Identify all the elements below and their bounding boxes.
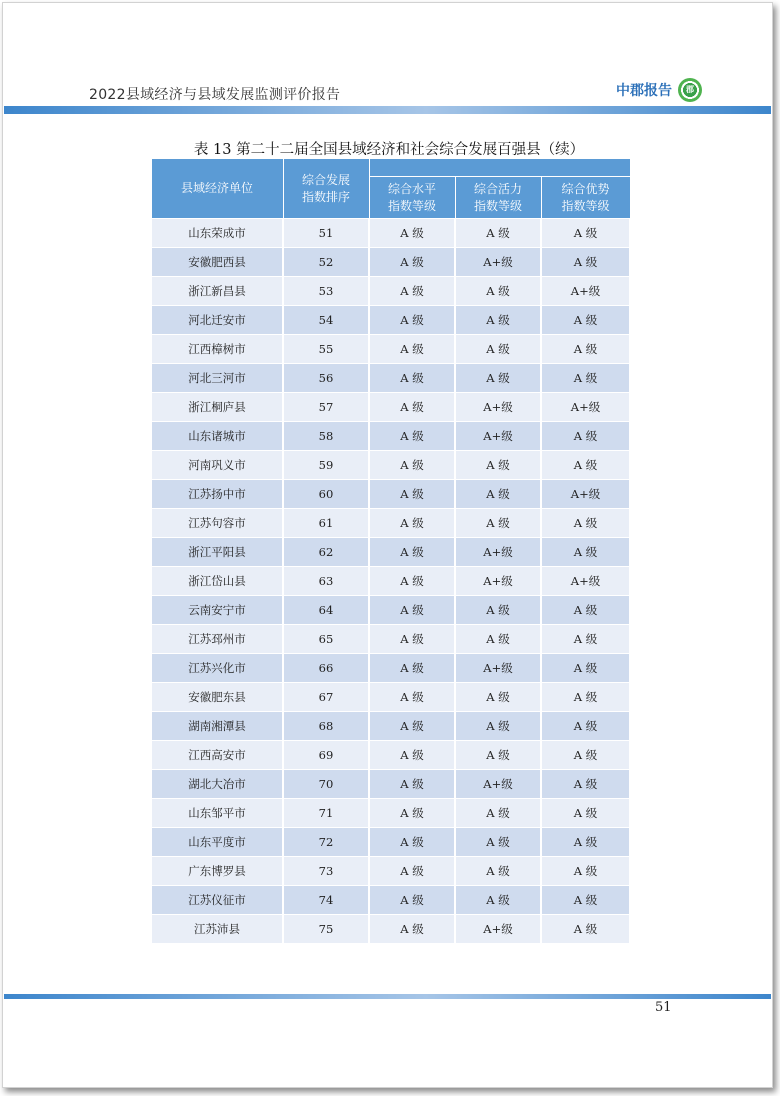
cell-county: 江苏兴化市 [151, 654, 283, 683]
cell-county: 湖北大冶市 [151, 770, 283, 799]
cell-county: 湖南湘潭县 [151, 712, 283, 741]
cell-county: 江西高安市 [151, 741, 283, 770]
cell-rank: 71 [283, 799, 369, 828]
cell-rank: 73 [283, 857, 369, 886]
cell-level: A 级 [369, 799, 455, 828]
cell-advantage: A 级 [541, 422, 630, 451]
table-row [151, 248, 630, 277]
cell-advantage: A+级 [541, 480, 630, 509]
table-row [151, 335, 630, 364]
cell-level: A 级 [369, 828, 455, 857]
table-row [151, 915, 630, 944]
cell-advantage: A 级 [541, 712, 630, 741]
cell-county: 江苏邳州市 [151, 625, 283, 654]
cell-vitality: A 级 [455, 886, 541, 915]
cell-level: A 级 [369, 306, 455, 335]
cell-county: 河北三河市 [151, 364, 283, 393]
brand-name: 中郡报告 [616, 83, 672, 99]
header-advantage-line1: 综合优势 [561, 181, 610, 196]
cell-level: A 级 [369, 422, 455, 451]
table-row [151, 480, 630, 509]
cell-level: A 级 [369, 451, 455, 480]
cell-level: A 级 [369, 857, 455, 886]
cell-advantage: A 级 [541, 654, 630, 683]
cell-county: 浙江平阳县 [151, 538, 283, 567]
table-row [151, 886, 630, 915]
table-row [151, 509, 630, 538]
cell-rank: 68 [283, 712, 369, 741]
cell-advantage: A 级 [541, 741, 630, 770]
cell-advantage: A 级 [541, 596, 630, 625]
cell-rank: 64 [283, 596, 369, 625]
cell-rank: 72 [283, 828, 369, 857]
cell-advantage: A 级 [541, 915, 630, 944]
cell-rank: 60 [283, 480, 369, 509]
table-row [151, 741, 630, 770]
header-rank-line1: 综合发展 [301, 172, 350, 187]
cell-county: 江苏扬中市 [151, 480, 283, 509]
cell-advantage: A 级 [541, 364, 630, 393]
cell-vitality: A+级 [455, 248, 541, 277]
table-row [151, 857, 630, 886]
table-row [151, 219, 630, 248]
table-row [151, 277, 630, 306]
cell-county: 山东荣成市 [151, 219, 283, 248]
cell-county: 山东诸城市 [151, 422, 283, 451]
report-title: 2022县域经济与县域发展监测评价报告 [89, 87, 341, 103]
cell-level: A 级 [369, 509, 455, 538]
header-advantage [541, 177, 630, 219]
cell-rank: 55 [283, 335, 369, 364]
header-unit-label: 县域经济单位 [180, 181, 253, 195]
cell-vitality: A+级 [455, 393, 541, 422]
brand [616, 77, 702, 103]
cell-vitality: A 级 [455, 277, 541, 306]
cell-county: 山东邹平市 [151, 799, 283, 828]
cell-county: 江苏沛县 [151, 915, 283, 944]
cell-county: 江西樟树市 [151, 335, 283, 364]
cell-advantage: A 级 [541, 509, 630, 538]
cell-level: A 级 [369, 770, 455, 799]
table-row [151, 625, 630, 654]
brand-logo-icon [678, 78, 702, 102]
cell-rank: 61 [283, 509, 369, 538]
cell-rank: 65 [283, 625, 369, 654]
cell-rank: 59 [283, 451, 369, 480]
table-row [151, 567, 630, 596]
cell-rank: 62 [283, 538, 369, 567]
table-row [151, 364, 630, 393]
header-level [369, 177, 455, 219]
cell-advantage: A 级 [541, 451, 630, 480]
cell-rank: 63 [283, 567, 369, 596]
cell-advantage: A+级 [541, 567, 630, 596]
header-rank [283, 159, 369, 219]
table-row [151, 799, 630, 828]
table-row [151, 393, 630, 422]
cell-county: 江苏仪征市 [151, 886, 283, 915]
cell-advantage: A 级 [541, 886, 630, 915]
cell-level: A 级 [369, 364, 455, 393]
cell-level: A 级 [369, 741, 455, 770]
cell-vitality: A 级 [455, 712, 541, 741]
table-row [151, 306, 630, 335]
cell-rank: 69 [283, 741, 369, 770]
table-caption: 表 13 第二十二届全国县域经济和社会综合发展百强县（续） [193, 142, 585, 158]
cell-advantage: A 级 [541, 770, 630, 799]
cell-rank: 51 [283, 219, 369, 248]
table-row [151, 683, 630, 712]
cell-rank: 53 [283, 277, 369, 306]
table-row [151, 422, 630, 451]
cell-vitality: A 级 [455, 683, 541, 712]
cell-advantage: A 级 [541, 625, 630, 654]
cell-county: 江苏句容市 [151, 509, 283, 538]
cell-county: 安徽肥西县 [151, 248, 283, 277]
cell-rank: 66 [283, 654, 369, 683]
cell-rank: 75 [283, 915, 369, 944]
cell-vitality: A 级 [455, 306, 541, 335]
cell-vitality: A+级 [455, 654, 541, 683]
cell-level: A 级 [369, 277, 455, 306]
cell-advantage: A 级 [541, 335, 630, 364]
header-level-line1: 综合水平 [387, 181, 436, 196]
cell-vitality: A 级 [455, 451, 541, 480]
brand-logo-char: 郡 [686, 85, 694, 94]
cell-vitality: A 级 [455, 741, 541, 770]
cell-level: A 级 [369, 654, 455, 683]
cell-vitality: A+级 [455, 770, 541, 799]
cell-level: A 级 [369, 915, 455, 944]
cell-vitality: A 级 [455, 364, 541, 393]
ranking-table [150, 158, 631, 944]
table-row [151, 596, 630, 625]
cell-county: 浙江岱山县 [151, 567, 283, 596]
cell-level: A 级 [369, 625, 455, 654]
cell-rank: 52 [283, 248, 369, 277]
table-row [151, 828, 630, 857]
cell-county: 云南安宁市 [151, 596, 283, 625]
cell-level: A 级 [369, 886, 455, 915]
cell-county: 广东博罗县 [151, 857, 283, 886]
header-advantage-line2: 指数等级 [561, 198, 610, 213]
cell-rank: 74 [283, 886, 369, 915]
cell-county: 安徽肥东县 [151, 683, 283, 712]
cell-vitality: A 级 [455, 828, 541, 857]
cell-rank: 70 [283, 770, 369, 799]
cell-rank: 57 [283, 393, 369, 422]
cell-advantage: A 级 [541, 828, 630, 857]
cell-rank: 56 [283, 364, 369, 393]
cell-vitality: A 级 [455, 509, 541, 538]
cell-advantage: A+级 [541, 277, 630, 306]
cell-county: 河南巩义市 [151, 451, 283, 480]
cell-vitality: A+级 [455, 567, 541, 596]
table-row [151, 654, 630, 683]
cell-rank: 58 [283, 422, 369, 451]
page-number: 51 [655, 1000, 672, 1015]
cell-county: 山东平度市 [151, 828, 283, 857]
table-row [151, 712, 630, 741]
cell-level: A 级 [369, 335, 455, 364]
header-divider [4, 106, 771, 114]
cell-vitality: A+级 [455, 538, 541, 567]
cell-level: A 级 [369, 538, 455, 567]
table-row [151, 770, 630, 799]
cell-vitality: A 级 [455, 335, 541, 364]
cell-vitality: A+级 [455, 422, 541, 451]
header-level-line2: 指数等级 [387, 198, 436, 213]
cell-level: A 级 [369, 393, 455, 422]
cell-advantage: A+级 [541, 393, 630, 422]
cell-level: A 级 [369, 683, 455, 712]
cell-vitality: A 级 [455, 625, 541, 654]
header-vitality [455, 177, 541, 219]
cell-level: A 级 [369, 248, 455, 277]
cell-level: A 级 [369, 596, 455, 625]
cell-county: 浙江新昌县 [151, 277, 283, 306]
cell-level: A 级 [369, 219, 455, 248]
cell-rank: 54 [283, 306, 369, 335]
cell-advantage: A 级 [541, 219, 630, 248]
cell-vitality: A 级 [455, 857, 541, 886]
table-row [151, 451, 630, 480]
cell-county: 河北迁安市 [151, 306, 283, 335]
header-unit [151, 159, 283, 219]
header-group-blank [369, 159, 630, 177]
header-rank-line2: 指数排序 [301, 189, 350, 204]
cell-advantage: A 级 [541, 248, 630, 277]
table-row [151, 538, 630, 567]
cell-advantage: A 级 [541, 857, 630, 886]
cell-advantage: A 级 [541, 306, 630, 335]
header-vitality-line2: 指数等级 [473, 198, 522, 213]
cell-level: A 级 [369, 712, 455, 741]
cell-advantage: A 级 [541, 683, 630, 712]
cell-level: A 级 [369, 567, 455, 596]
table-body [151, 219, 630, 944]
header-vitality-line1: 综合活力 [473, 181, 522, 196]
cell-vitality: A 级 [455, 480, 541, 509]
cell-vitality: A 级 [455, 799, 541, 828]
cell-advantage: A 级 [541, 799, 630, 828]
cell-vitality: A 级 [455, 219, 541, 248]
cell-vitality: A 级 [455, 596, 541, 625]
cell-county: 浙江桐庐县 [151, 393, 283, 422]
cell-rank: 67 [283, 683, 369, 712]
cell-level: A 级 [369, 480, 455, 509]
footer-divider [4, 994, 771, 999]
cell-vitality: A+级 [455, 915, 541, 944]
cell-advantage: A 级 [541, 538, 630, 567]
